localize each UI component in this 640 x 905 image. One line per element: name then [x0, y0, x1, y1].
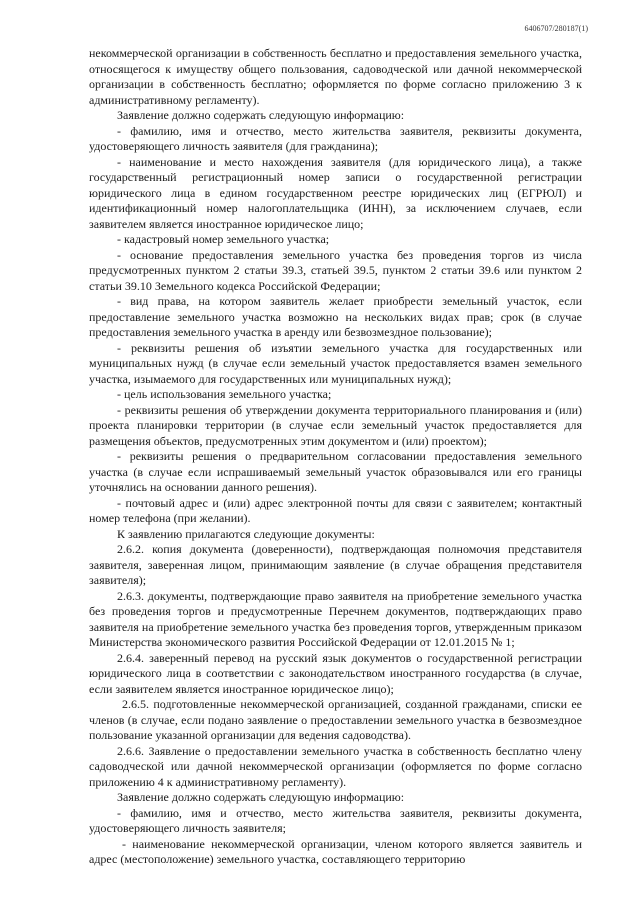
paragraph-continuation: некоммерческой организации в собственность бесплатно и предоставления земельного участка, относящегося к имуществу общего пользования, садоводческой или дачной некоммерческой организации в собственность бесплатно; оформляется по форме согласно приложению 3 к административному регламенту). — [89, 46, 582, 107]
clause-2-6-5: 2.6.5. подготовленные некоммерческой организацией, созданной гражданами, списки ее членов (в случае, если подано заявление о предоставлении земельного участка в безвозмездное пользование указанной организации для ведения садоводства). — [89, 697, 582, 742]
list-item-right-type: - вид права, на котором заявитель желает приобрести земельный участок, если предоставление земельного участка возможно на нескольких видах прав; срок (в случае предоставления земельного участка в аренду или безвозмездное пользование); — [89, 294, 582, 339]
list-item-grounds: - основание предоставления земельного участка без проведения торгов из числа предусмотренных пунктом 2 статьи 39.3, статьей 39.5, пунктом 2 статьи 39.6 или пунктом 2 статьи 39.10 Земельного кодекса Российской Федерации; — [89, 247, 582, 293]
paragraph-application-info-heading-2: Заявление должно содержать следующую информацию: — [117, 790, 405, 804]
clause-2-6-6: 2.6.6. Заявление о предоставлении земельного участка в собственность бесплатно члену садоводческой или дачной некоммерческой организации (оформляется по форме согласно приложению 4 к административному регламенту). — [89, 743, 582, 789]
list-item-purpose: - цель использования земельного участка; — [117, 387, 332, 401]
list-item-seizure-decision: - реквизиты решения об изъятии земельного участка для государственных или муниципальных нужд (в случае если земельный участок предоставляется взамен земельного участка, изымаемого для государственных или муниципальных нужд); — [89, 340, 582, 386]
paragraph-application-info-heading: Заявление должно содержать следующую информацию: — [117, 108, 405, 122]
list-item-organization-name: - наименование некоммерческой организации, членом которого является заявитель и адрес (местоположение) земельного участка, составляющего территорию — [89, 836, 582, 866]
list-item-preliminary-approval: - реквизиты решения о предварительном согласовании предоставления земельного участка (в случае если испрашиваемый земельный участок образовывался или его границы уточнялись на основании данного решения). — [89, 449, 582, 494]
clause-2-6-4: 2.6.4. заверенный перевод на русский язык документов о государственной регистрации юридического лица в соответствии с законодательством иностранного государства (в случае, если заявителем является иностранное юридическое лицо); — [89, 650, 582, 696]
document-body — [89, 46, 582, 868]
list-item-planning-decision: - реквизиты решения об утверждении документа территориального планирования и (или) проекта планировки территории (в случае если земельный участок предоставляется для размещения объектов, предусмотренных этим документом и (или) проектом); — [89, 402, 582, 448]
document-number: 6406707/280187(1) — [524, 24, 588, 33]
list-item-cadastral-number: - кадастровый номер земельного участка; — [117, 232, 330, 246]
clause-2-6-2: 2.6.2. копия документа (доверенности), подтверждающая полномочия представителя заявителя, заверенная лицом, принимающим заявление (в случае обращения представителя заявителя); — [89, 542, 582, 587]
paragraph-attachments-heading: К заявлению прилагаются следующие документы: — [117, 526, 375, 541]
list-item-applicant-details: - фамилию, имя и отчество, место жительства заявителя, реквизиты документа, удостоверяющего личность заявителя; — [89, 805, 582, 835]
list-item-citizen-details: - фамилию, имя и отчество, место жительства заявителя, реквизиты документа, удостоверяющего личность заявителя (для гражданина); — [89, 123, 582, 153]
list-item-legal-entity-details: - наименование и место нахождения заявителя (для юридического лица), а также государственный регистрационный номер записи о государственной регистрации юридического лица в едином государственном реестре юридических лиц (ЕГРЮЛ) и идентификационный номер налогоплательщика (ИНН), за исключением случаев, если заявителем является иностранное юридическое лицо; — [89, 154, 582, 231]
list-item-contact: - почтовый адрес и (или) адрес электронной почты для связи с заявителем; контактный номер телефона (при желании). — [89, 495, 582, 525]
clause-2-6-3: 2.6.3. документы, подтверждающие право заявителя на приобретение земельного участка без проведения торгов и предусмотренные Перечнем документов, подтверждающих право заявителя на приобретение земельного участка без проведения торгов, утвержденным приказом Министерства экономического развития Российской Федерации от 12.01.2015 № 1; — [89, 588, 582, 649]
